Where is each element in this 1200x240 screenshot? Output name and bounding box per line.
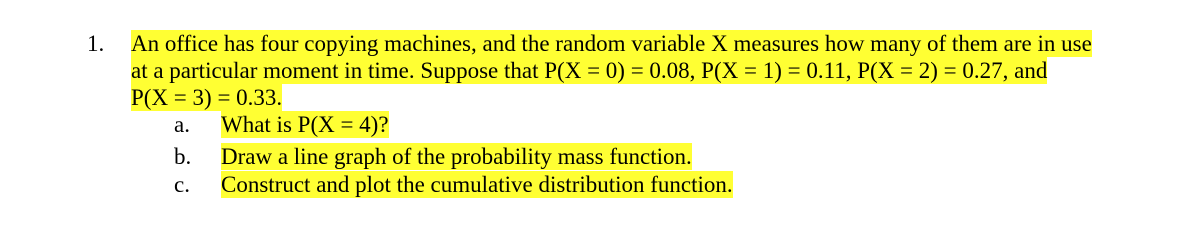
part-a-text: What is P(X = 4)?	[221, 112, 389, 137]
part-c-letter: c.	[174, 172, 190, 197]
problem-statement-line-3: P(X = 3) = 0.33.	[131, 85, 283, 110]
part-b-letter: b.	[174, 144, 192, 169]
part-c-text: Construct and plot the cumulative distribution function.	[221, 172, 733, 197]
problem-statement-line-1: An office has four copying machines, and the random variable X measures how many of them are in use	[131, 31, 1092, 56]
problem-statement-line-2: at a particular moment in time. Suppose that P(X = 0) = 0.08, P(X = 1) = 0.11, P(X = 2) = 0.27, and	[131, 58, 1048, 83]
part-b-text: Draw a line graph of the probability mass function.	[221, 144, 692, 169]
problem-number: 1.	[87, 31, 105, 56]
part-a-letter: a.	[174, 112, 190, 137]
